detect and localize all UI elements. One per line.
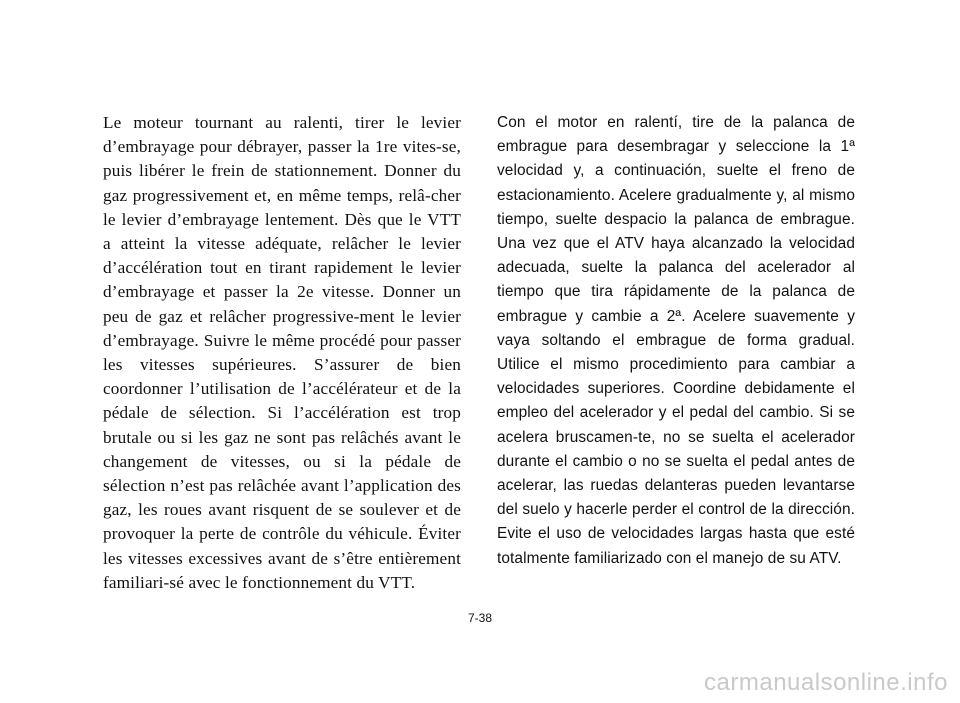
watermark: carmanualsonline.info <box>704 669 948 696</box>
spanish-column <box>497 111 855 571</box>
page-number: 7-38 <box>467 611 493 625</box>
french-paragraph: Le moteur tournant au ralenti, tirer le levier d’embrayage pour débrayer, passer la 1re vites-se, puis libérer le frein de stationnement. Donner du gaz progressivement et, en même temps, relâ-cher le levier d’embrayage lentement. Dès que le VTT a atteint la vitesse adéquate, relâcher le levier d’accélération tout en tirant rapidement le levier d’embrayage et passer la 2e vitesse. Donner un peu de gaz et relâcher progressive-ment le levier d’embrayage. Suivre le même procédé pour passer les vitesses supérieures. S’assurer de bien coordonner l’utilisation de l’accélérateur et de la pédale de sélection. Si l’accélération est trop brutale ou si les gaz ne sont pas relâchés avant le changement de vitesses, ou si la pédale de sélection n’est pas relâchée avant l’application des gaz, les roues avant risquent de se soulever et de provoquer la perte de contrôle du véhicule. Éviter les vitesses excessives avant de s’être entièrement familiari-sé avec le fonctionnement du VTT. <box>103 113 461 592</box>
spanish-paragraph: Con el motor en ralentí, tire de la palanca de embrague para desembragar y seleccione la 1ª velocidad y, a continuación, suelte el freno de estacionamiento. Acelere gradualmente y, al mismo tiempo, suelte despacio la palanca de embrague. Una vez que el ATV haya alcanzado la velocidad adecuada, suelte la palanca del acelerador al tiempo que tira rápidamente de la palanca de embrague y cambie a 2ª. Acelere suavemente y vaya soltando el embrague de forma gradual. Utilice el mismo procedimiento para cambiar a velocidades superiores. Coordine debidamente el empleo del acelerador y el pedal del cambio. Si se acelera bruscamen-te, no se suelta el acelerador durante el cambio o no se suelta el pedal antes de acelerar, las ruedas delanteras pueden levantarse del suelo y hacerle perder el control de la dirección. Evite el uso de velocidades largas hasta que esté totalmente familiarizado con el manejo de su ATV. <box>497 114 855 567</box>
french-column <box>103 111 461 595</box>
